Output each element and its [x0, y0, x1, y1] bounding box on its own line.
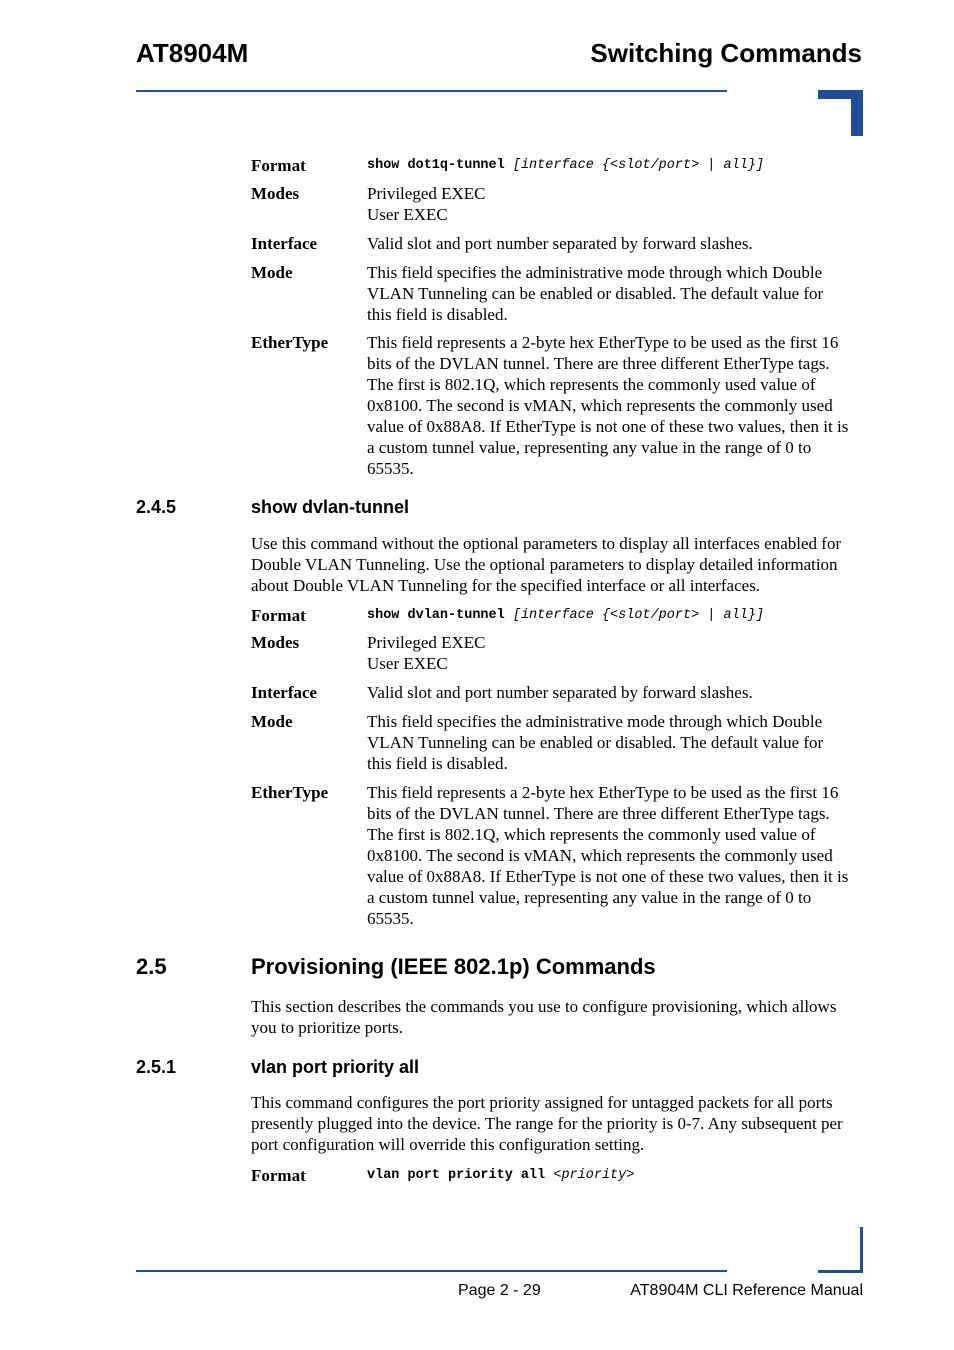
- header-rule: [136, 90, 727, 92]
- text-line: The first is 802.1Q, which represents the commonly used value of: [367, 375, 816, 394]
- text-line: about Double VLAN Tunneling for the specified interface or all interfaces.: [251, 576, 761, 595]
- text-line: Use this command without the optional parameters to display all interfaces enabled for: [251, 534, 842, 553]
- text-line: Double VLAN Tunneling. Use the optional parameters to display detailed information: [251, 555, 838, 574]
- text-line: a custom tunnel value, representing any value in the range of 0 to: [367, 888, 812, 907]
- interface-label: Interface: [251, 234, 318, 253]
- section-intro: [251, 533, 866, 596]
- footer-corner-mark: [860, 1227, 863, 1272]
- text-line: bits of the DVLAN tunnel. There are three different EtherType tags.: [367, 804, 830, 823]
- section-number: 2.5: [136, 954, 167, 979]
- text-line: The first is 802.1Q, which represents the commonly used value of: [367, 825, 816, 844]
- format-arguments: <priority>: [553, 1168, 635, 1183]
- format-label: Format: [251, 1166, 306, 1185]
- format-command: vlan port priority all: [367, 1168, 546, 1183]
- header-corner-mark-vertical: [851, 90, 863, 136]
- mode-item: User EXEC: [367, 205, 448, 224]
- text-line: 0x8100. The second is vMAN, which represents the commonly used: [367, 846, 833, 865]
- footer-corner-rule: [818, 1270, 863, 1273]
- interface-label: Interface: [251, 683, 318, 702]
- footer-page-number: Page 2 - 29: [458, 1282, 541, 1299]
- format-label: Format: [251, 606, 306, 625]
- header-product-title: AT8904M: [136, 38, 249, 68]
- mode-item: Privileged EXEC: [367, 184, 486, 203]
- mode-item: Privileged EXEC: [367, 633, 486, 652]
- section-title: vlan port priority all: [251, 1057, 420, 1077]
- header-section-title: Switching Commands: [590, 38, 862, 68]
- text-line: 65535.: [367, 909, 414, 928]
- text-line: This field specifies the administrative mode through which Double: [367, 712, 823, 731]
- text-line: This command configures the port priority assigned for untagged packets for all ports: [251, 1093, 833, 1112]
- text-line: This section describes the commands you use to configure provisioning, which allows: [251, 997, 837, 1016]
- text-line: VLAN Tunneling can be enabled or disabled. The default value for: [367, 284, 824, 303]
- format-arguments: [interface {<slot/port> | all}]: [512, 158, 764, 173]
- text-line: This field represents a 2-byte hex EtherType to be used as the first 16: [367, 333, 839, 352]
- footer-manual-title: AT8904M CLI Reference Manual: [630, 1282, 863, 1299]
- footer-rule: [136, 1270, 727, 1272]
- text-line: value of 0x88A8. If EtherType is not one of these two values, then it is: [367, 417, 849, 436]
- text-line: This field specifies the administrative mode through which Double: [367, 263, 823, 282]
- ethertype-label: EtherType: [251, 783, 329, 802]
- text-line: a custom tunnel value, representing any value in the range of 0 to: [367, 438, 812, 457]
- interface-description: Valid slot and port number separated by forward slashes.: [367, 683, 753, 702]
- text-line: port configuration will override this configuration setting.: [251, 1135, 645, 1154]
- format-command: show dvlan-tunnel: [367, 608, 505, 623]
- text-line: 65535.: [367, 459, 414, 478]
- interface-description: Valid slot and port number separated by forward slashes.: [367, 234, 753, 253]
- format-arguments: [interface {<slot/port> | all}]: [512, 608, 764, 623]
- text-line: 0x8100. The second is vMAN, which represents the commonly used: [367, 396, 833, 415]
- mode-label: Mode: [251, 263, 293, 282]
- ethertype-label: EtherType: [251, 333, 329, 352]
- text-line: bits of the DVLAN tunnel. There are three different EtherType tags.: [367, 354, 830, 373]
- format-label: Format: [251, 156, 306, 175]
- section-intro: [251, 1092, 866, 1155]
- mode-label: Mode: [251, 712, 293, 731]
- text-line: this field is disabled.: [367, 305, 508, 324]
- modes-label: Modes: [251, 633, 300, 652]
- section-number: 2.5.1: [136, 1057, 177, 1077]
- mode-item: User EXEC: [367, 654, 448, 673]
- section-title: Provisioning (IEEE 802.1p) Commands: [251, 954, 656, 979]
- format-command: show dot1q-tunnel: [367, 158, 505, 173]
- section-intro: [251, 996, 866, 1038]
- text-line: this field is disabled.: [367, 754, 508, 773]
- text-line: This field represents a 2-byte hex EtherType to be used as the first 16: [367, 783, 839, 802]
- text-line: presently plugged into the device. The range for the priority is 0-7. Any subsequent per: [251, 1114, 843, 1133]
- section-number: 2.4.5: [136, 497, 177, 517]
- text-line: value of 0x88A8. If EtherType is not one of these two values, then it is: [367, 867, 849, 886]
- text-line: VLAN Tunneling can be enabled or disabled. The default value for: [367, 733, 824, 752]
- modes-label: Modes: [251, 184, 300, 203]
- section-title: show dvlan-tunnel: [251, 497, 410, 517]
- text-line: you to prioritize ports.: [251, 1018, 404, 1037]
